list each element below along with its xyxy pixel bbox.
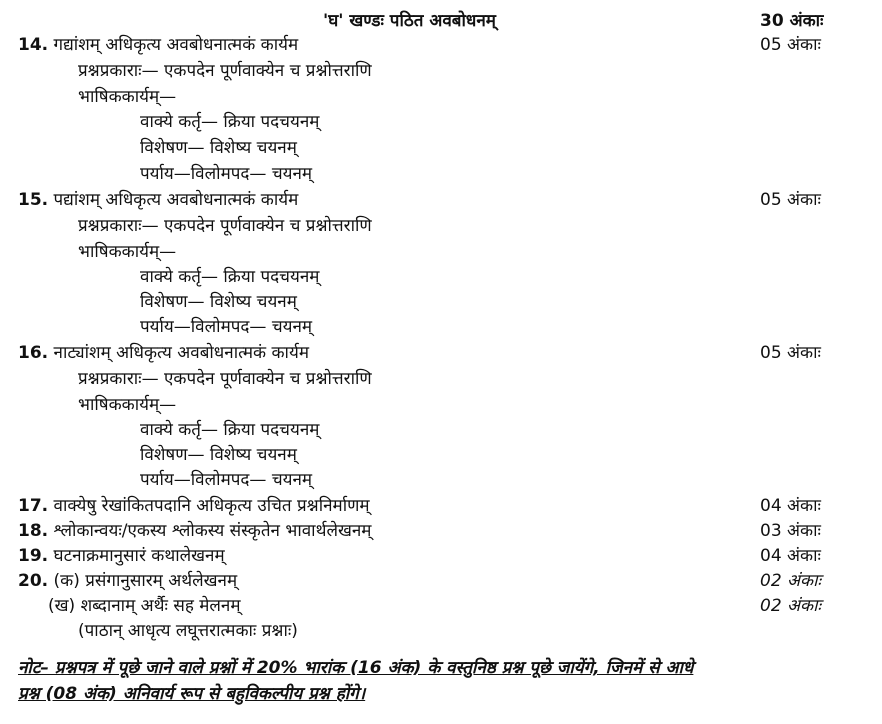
question-16-subtask-3: पर्याय—विलोमपद— चयनम् — [140, 470, 313, 490]
question-14-subtask-3: पर्याय—विलोमपद— चयनम् — [140, 164, 313, 184]
question-16-language-task: भाषिककार्यम्— — [78, 395, 177, 415]
question-number: 17. — [18, 496, 49, 516]
question-14 — [18, 34, 298, 56]
note-line-1: नोट– प्रश्नपत्र में पूछे जाने वाले प्रश्नों में 20% भारांक (16 अंक) के वस्तुनिष्ठ प्रश्न पूछे जायेंगे, जिनमें से आधे — [18, 658, 694, 678]
section-marks: 30 अंकाः — [760, 11, 824, 31]
question-number: 20. — [18, 571, 49, 591]
question-18 — [18, 520, 371, 542]
question-15-subtask-1: वाक्ये कर्तृ— क्रिया पदचयनम् — [140, 267, 320, 287]
question-19 — [18, 545, 225, 567]
question-number: 16. — [18, 343, 49, 363]
question-20b-marks: 02 अंकाः — [760, 596, 821, 616]
question-part-b: (ख) शब्दानाम् अर्थैः सह मेलनम् — [48, 596, 241, 616]
question-title: गद्यांशम् अधिकृत्य अवबोधनात्मकं कार्यम — [53, 35, 299, 55]
question-14-marks: 05 अंकाः — [760, 35, 821, 55]
question-20-note: (पाठान् आधृत्य लघूत्तरात्मकाः प्रश्नाः) — [78, 621, 298, 641]
question-title: घटनाक्रमानुसारं कथालेखनम् — [53, 546, 225, 566]
question-16-type: प्रश्नप्रकाराः— एकपदेन पूर्णवाक्येन च प्रश्नोत्तराणि — [78, 369, 372, 389]
question-number: 18. — [18, 521, 49, 541]
question-14-subtask-1: वाक्ये कर्तृ— क्रिया पदचयनम् — [140, 112, 320, 132]
question-16-subtask-1: वाक्ये कर्तृ— क्रिया पदचयनम् — [140, 420, 320, 440]
question-15-language-task: भाषिककार्यम्— — [78, 242, 177, 262]
question-number: 14. — [18, 35, 49, 55]
question-15-marks: 05 अंकाः — [760, 190, 821, 210]
question-15-subtask-2: विशेषण— विशेष्य चयनम् — [140, 292, 297, 312]
question-15 — [18, 189, 298, 211]
question-title: पद्यांशम् अधिकृत्य अवबोधनात्मकं कार्यम — [53, 190, 299, 210]
section-title: 'घ' खण्डः पठित अवबोधनम् — [323, 11, 496, 31]
question-17 — [18, 495, 370, 517]
question-15-subtask-3: पर्याय—विलोमपद— चयनम् — [140, 317, 313, 337]
question-20 — [18, 570, 237, 592]
question-14-language-task: भाषिककार्यम्— — [78, 87, 177, 107]
question-20a-marks: 02 अंकाः — [760, 571, 821, 591]
question-17-marks: 04 अंकाः — [760, 496, 821, 516]
question-16-subtask-2: विशेषण— विशेष्य चयनम् — [140, 445, 297, 465]
question-title: श्लोकान्वयः/एकस्य श्लोकस्य संस्कृतेन भावार्थलेखनम् — [53, 521, 372, 541]
question-title: नाट्यांशम् अधिकृत्य अवबोधनात्मकं कार्यम — [53, 343, 309, 363]
question-14-type: प्रश्नप्रकाराः— एकपदेन पूर्णवाक्येन च प्रश्नोत्तराणि — [78, 61, 372, 81]
note-line-2: प्रश्न (08 अंक) अनिवार्य रूप से बहुविकल्पीय प्रश्न होंगे। — [18, 684, 366, 704]
question-number: 15. — [18, 190, 49, 210]
question-part-a: (क) प्रसंगानुसारम् अर्थलेखनम् — [53, 571, 238, 591]
question-19-marks: 04 अंकाः — [760, 546, 821, 566]
question-14-subtask-2: विशेषण— विशेष्य चयनम् — [140, 138, 297, 158]
question-18-marks: 03 अंकाः — [760, 521, 821, 541]
question-15-type: प्रश्नप्रकाराः— एकपदेन पूर्णवाक्येन च प्रश्नोत्तराणि — [78, 216, 372, 236]
question-16 — [18, 342, 309, 364]
question-16-marks: 05 अंकाः — [760, 343, 821, 363]
question-number: 19. — [18, 546, 49, 566]
question-title: वाक्येषु रेखांकितपदानि अधिकृत्य उचित प्रश्ननिर्माणम् — [53, 496, 370, 516]
